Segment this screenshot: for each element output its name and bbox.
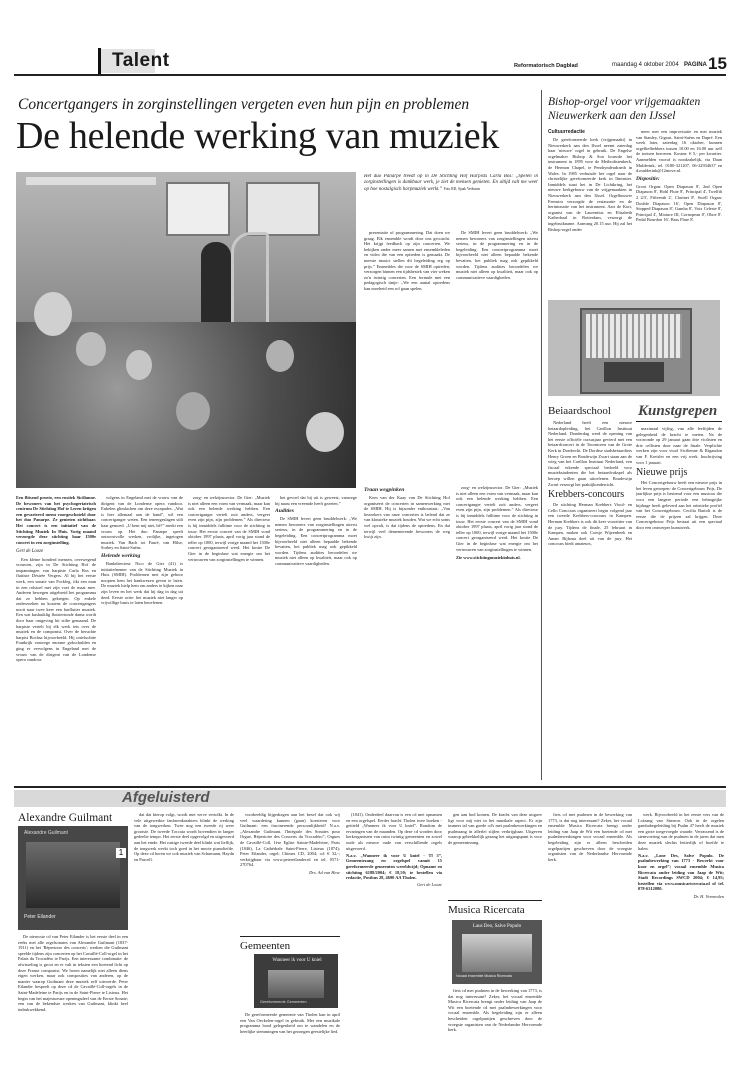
audience-head [76,332,106,366]
review6-signature: Dr. H. Vermeulen [693,893,724,899]
sidebar-col2-text: meer met een improvisatie en met muziek van Stanley, Gigout, Saint-Saëns en Dupré. Een week later, zaterdag 16 oktober, kunnen orgelliefhebbers tussen 10.00 en 16.00 uur zelf de toetsen beroeren. Kosten: € 5,- per kwartier. Aanmelden vooraf is noodzakelijk, via Daan Mulderink, tel. 0180-321207, 06-22934637 en d.mulderink@12move.nl. [636,129,722,174]
beiaardschool-text: Nederland heeft een nieuwe beiaardopleiding, het Carillon Instituut Nederland. Donderdag werd de opening van het eerste officiële cursusjaar gevierd met een beiaardconcert in de Toorntoren van de Grote Kerk in Dordrecht. De Dordtse stadsbeiaardiers Henry Groen en Boudewijn Zwart staan aan de wieg van het Carillon Instituut Nederland, een fiscaal erkende speciaal bedoeld voor muziekstudenten die het beiaardvakspel als beroep willen gaan uitoefenen. Boudewijn Zwart verzorgt het praktijkonderricht. [548,420,632,487]
col3-text: zorg- en welzijnssector. De Gier: „Muziek is niet alleen een vorm van vermaak, maar kan ook een helende werking hebben. Een concertganger vertelt ooit anders, vergeet even zijn pijn, zijn problemen.” Als directeur is hij inmiddels fulltime voor de stichting in touw. Het eerste concert van de SMIH vond oktober 1997 plaats, april vorig jaar stond de teller op 1000, terwijl vorige maand het 1500e concert georganiseerd werd. Het kostte De Gier in de beginfase wat energie om het vertrouwen van zorginstellingen te winnen. [188,495,270,562]
cd-cover-guilmant [18,826,128,930]
photo-credit: Foto RD, Sjaak Verboom [443,187,480,191]
organ-photo [548,300,720,396]
col2-text: volgens in Engeland met de vrouw van de dirigent van de Londense opera vandoor. Enkelen glimlachen om deze escapades. „Wat is hier allemaal aan de hand”, wil een concertganger weten. Een teneergeslagen stilt haar gemoed. „U kent mij niet, hè?” merkt een vrouw op. Het duo Panarpe speelt ontroostvolle werken, vrolijke, ingetogen muziek. Van Bach tot Fauré, van Hilse, Sorbey en Saint-Saëns. [101,495,183,551]
photo-window [166,182,230,236]
review2-rule [240,936,340,937]
article-column-7 [364,485,450,785]
review6-note: N.a.v. „Lone Des, Salve Populo. De psalmbewerking van 1773 - Bewerkt voor koor en orgel”; vocaal ensemble Musica Ricercata onder leiding van Jaap de Wit; Stadt Recordings SWCD 2004; € 14,95; bestellen via www.musicaricercata.nl of tel. 078-6312080. [638,852,724,892]
header-rule [14,74,726,76]
col4-text: het gevoel dat hij uit is geweest, vanwege hij naast een vreemde heeft gezeten.” [275,495,357,506]
cd1-window [26,842,120,908]
review3-column [346,812,442,1064]
disposition-text: Groot Organ: Open Diapason 8', 2nd Open Diapason 8', Hohl Flute 8', Principal 4', Twelfth 2 2/3', Fifteenth 2', Clarinet 8'. Swell Organ: Double Diapason 16', Open Diapason 8', Stopped Diapason 8', Gamba 8', Voix Celeste 8', Principal 4', Mixture III, Cornopean 8', Oboe 8'. Pedal Bourdon 16', Bass Flute 8'. [636,183,722,223]
review2-title: Gemeenten [240,940,291,952]
krebbers-text: De stichting Herman Krebbers Viool- en Cello Concours organiseert begin volgend jaar een tweede Krebbers-concours in Kampen. Herman Krebbers is ook dit keer voorzitter van de jury. Tijdens de finale, 25 februari in Kampen, maken ook Coosje Wijzenbeek en Anner Bijlsma deel uit van de jury. Het concours biedt amateurs, [548,502,632,547]
beiaardschool-column [548,420,632,780]
cd-cover-gemeenten [254,954,338,1008]
cd3-sub: Vocaal ensemble Musica Ricercata [456,974,512,978]
cd2-sub: Gereformeerde Gemeenten [260,1000,307,1004]
col5-text: presentatie of programmering. Dat doen we graag. Elk ensemble wordt door ons gecoacht. Het krijgt feedback op zijn concerten. We bekijken onder meer samen met ensembleleden en video die van een optreden is gemaakt. De meeste musici stellen dit begeleiding erg op prijs.” Ensembles die voor de SMIH optreden, verzorgen binnen een tijdsbestek van vier weken zo'n twintig concerten. Een formule met een pedagogisch tintje: „We een aantal optredens kan moeheid een rol gaan spelen. [364,230,450,291]
kicker: Concertgangers in zorginstellingen vergeten even hun pijn en problemen [18,96,470,113]
section-header [14,44,726,74]
audience-head [176,392,210,430]
col4-text2: De SMIH levert geen bruddelwerk: „We nemen bewoners van zorginstellingen uiterst serieus, in de programmering en in de begeleiding. Een concertprogramma moet bijvoorbeeld niet alleen bepaalde bekende bevatten, het publiek mag ook gepikkeld worden. Tijdens audities beoordelen we muziek niet alleen op kwaliteit, maar ook op communicatieve vaardigheden. [275,516,357,566]
afgeluisterd-top-rule [14,786,726,788]
organ-pipes [586,314,682,358]
review2-text: De gereformeerde gemeente van Tholen kan in april een Van Oeckelen-orgel in gebruik. Met een muzikale programma bood gelegenheid om te wandelen en de heerlijke stemmingen van het gezongen geestelijke lied. [240,1012,340,1034]
beiaardschool-title: Beiaardschool [548,405,611,417]
article-column-3 [188,495,270,785]
kunstgrepen-rule [636,421,722,422]
kunstgrepen-column [636,426,722,780]
nieuwe-prijs-text: Het Concertgebouw heeft een nieuwe prijs in het leven geroepen: de Concertgebouw Prijs. De jaarlijkse prijs is bestemd voor een musicus die voor een langere periode een belangrijke bijdrage heeft geleverd aan het artistieke profiel van het Concertgebouw. Cecilia Bartoli is de eerste die de prijzen zal krijgen. Deze Concertgebouw Prijs bestaat uit een speciaal door een ontwerper kunstwerk. [636,480,722,530]
review1-column-1 [18,934,128,1064]
sidebar-title-1: Bishop-orgel voor vrijgemaakten [548,96,701,108]
audience-head [266,340,294,372]
article-column-4 [275,495,357,785]
review1-signature: Drs. Ad van Hese [309,869,340,875]
date: maandag 4 oktober 2004 [612,62,679,68]
sidebar-column-2 [636,129,722,299]
cd-cover-musica [452,920,542,984]
col6-text: zorg- en welzijnssector. De Gier: „Muziek is niet alleen een vorm van vermaak, maar kan ook een helende werking hebben. Een concertganger vertelt ooit anders, vergeet even zijn pijn, zijn problemen.” Als directeur is hij inmiddels fulltime voor de stichting in touw. Het eerste concert van de SMIH vond oktober 1997 plaats, april vorig jaar stond de teller op 1000, terwijl vorige maand het 1500e concert georganiseerd werd. Het kostte De Gier in de beginfase wat energie om het vertrouwen van zorginstellingen te winnen. [456,485,538,552]
review1-column-3 [240,812,340,932]
section-title: Talent [112,50,170,71]
byline: Gert de Looze [16,549,44,555]
review1-title: Alexandre Guilmant [18,812,113,824]
col2-subhead: Helende werking [101,552,141,559]
cd3-title: Laus Deo, Salve Populo [472,924,522,929]
krebbers-subhead: Krebbers-concours [548,489,625,501]
photo-ceiling-light [26,177,156,185]
disposition-title: Dispositie: [636,175,660,182]
review1-text3: voorbeeldig bijgedragen aan het besef dat ook wij veel waardering kunnen (gaan) koesteren voor Guilmant: een fascinerende persoonlijkheid! N.a.v. „Alexandre Guilmant. l'Intégrale des Sonates pour Orgue, Répertoire des Concerts du Trocadéro”; Orgues de Cavaillé-Coll, 1ère Eglise Sainte-Madeleine, Paris (1846), La Cathédrale Saint-Pierre, Lisieux (1874); Peter Eilander, orgel; Chimes CD, 2004; cd: € 32,-; verkrijgbaar via www.petereilander.nl en tel. 0571-270764. [240,812,340,868]
review1-text: De nieuwste cd van Peter Eilander is het eerste deel in een reeks met alle orgelsonates van Alexandre Guilmant (1837-1911) en het 'Répertoire des concerts'; werken die Guilmant speelde tijdens zijn concerten op het Cavaillé-Coll-orgel in het Palais du Trocadéro te Parijs. Een interessante combinatie: de afwisseling is groot en er valt in teksten een boeiend licht op deze Franse componist. We horen namelijk niet alleen diens eigen werken, maar ook composities van anderen, op de manier waarop Guilmant deze muziek zelf uitvoerde. Peter Eilander bespeelt op deze cd de Cavaillé-Coll-orgels in de Saint-Madeleine te Parijs en in de Saint-Pierre te Lisieux. Het begin van het majestueuze openingsdeel van de Eerste Sonate; een van de bekendste werken van Guilmant, klinkt heel indrukwekkend. [18,934,128,1012]
col2-text2: Bankdirecteur Nico de Gier (41) is initiatiefnemer van de Stichting Muziek in Huis (SMIH). Problemen met zijn gehoor noopten hem het bankwezen geven te laten. De muziek hielp hem om anders te kijken naar zijn leven en het werk dat hij dag in dag uit deed. Eerste actie: het muziek niet langer op vrijwillige basis te laten beoefenen. [101,560,183,606]
website-link[interactable]: Zie www.stichtingmuziekinhuis.nl. [456,555,521,561]
cd2-title: Wanneer ik voor U kniel [272,958,322,963]
review5-column [548,812,632,1064]
masthead: Reformatorisch Dagblad [514,63,578,69]
photo-window [246,182,320,236]
review1-text2: dat dat hierop volgt, wordt met verve vertolkt. In de vele uitgewerkte fanfarenkarakters klinkt de werking van de tongwerken. Twee nog een tweede rij weer grootste. De tweede Toccata wordt bovendien in langer gedeelte tempo. Het eerste deel opgevolgd en uitgevoerd aan het einde. Het rustige tweede deel klinkt wat lieflijk, de tongwerk werkt toch goed in het mooie pianoliefde. Op deze cd horen we ook muziek van Schumann, Haydn en Purcell. [134,812,234,862]
talent-bar [98,48,101,74]
article-column-2 [101,495,183,785]
page-number: 15 [708,54,727,73]
review4-column-top [448,812,542,898]
page-label: PAGINA [684,62,707,68]
kunstgrepen-title: Kunstgrepen [638,403,718,419]
cd2-image [268,970,324,998]
concert-photo [16,172,356,488]
cd1-top-text: Alexandre Guilmant [24,830,68,836]
sidebar-column-1 [548,137,632,297]
review6-text: werk. Bijvoorbeeld in het eerste vers van de Lofzang van Simeon. Ook in de orgelen gambabegeleiding bij Psalm 47 heeft de muziek een grote toegevoegde waarde. Verrassend is de stemvoering van de psalmen in de jaren dat men deze muziek slechts lettterlijk of hoefde te halen. [638,812,724,851]
cd1-label: Peter Eilander [24,914,56,920]
photo-caption [364,174,538,224]
article-column-6 [456,230,538,480]
lead-caption: Een flitsend proeto, een rustiek Sicilianne. De bewoners van het psychogeriatrisch centrum De Stichting Hof te Leren kriigen een gevarieerd menu voorgeschoteld door het duo Panarpe. Ze genieten zichtbaar. Het concert is een initiatief van de Stichting Muziek In Huis. Vorig maand verzorgde deze stichting haar 1500e concert in een zorginstelling. [16,495,96,545]
audience-head [34,292,72,336]
kunstgrepen-text: maximaal vijftig, van alle leeftijden de gelegenheid de kracht te meten. Na de voorronde op 29 januari gaan drie violisten en drie cellisten door naar de finale. Verplichte werken zijn voor viool Sicilienne & Rigaudon van F. Kreisler en een vrij werk. Inschrijving voor 1 januari. [636,426,722,465]
afgeluisterd-banner [14,790,726,807]
review4-rule [448,900,542,901]
article-column-1 [16,495,96,785]
review6-column [638,812,724,1064]
review3-note: N.a.v. „Wanneer ik voor U kniel - Tl 3”, Gemeentezang en orgelspel vanuit 15 gereformeerde gemeenten wereldwijd; Opname en stichting 6188/2004; € 18,50; te bestellen via redactie, Postbus 28, 4690 AA Tholen. [346,852,442,881]
review4-text-cont: fiets cd met psalmen in de bewerking van 1773, is dat nog interessant? Zeker, het vocaal ensemble Musica Ricercata brengt onder leiding van Jaap de Wit een boeiende cd met psalmbewerkingen voor vocaal ensemble. Als begeleiding zijn er alleen bescheiden orgelpartijen geschreven door de vroegste organisten van de Nederlandse Hervormde kerk. [448,988,542,1033]
col5-subhead: Traan wegpinken [364,487,405,493]
article-column-5 [364,230,450,480]
photo-caption-text: Het duo Panarpe treedt op in De Stichting Hof Harpists Carla Bos: „Spelen in zorginstellingen is dankbaar werk, je ziet de mensen genieten. En altijd valt me weer op hoe nostalgisch harpmuziek werkt.” [364,174,538,192]
review3-text: (1841). Onderdeel daarvan is een cd met opnamen en een orgelspel. Eerder bracht Tholen twee boeken - getiteld „Wanneer ik voor U kniel”. Rondom de ervaringen van de maanden. Op deze cd worden door kerkorganisten van ruim twintig gemeenten en zowel oude als nieuwe oude van verschillende orgels uitgevoerd. [346,812,442,851]
review2-column [240,1012,340,1064]
audience-head [306,412,344,452]
cd3-image [462,934,532,972]
col4-subhead: Audities [275,508,294,515]
col5-text2: Kees van der Kaay van De Stichting Hof organiseert de concerten in samenwerking met de SMIH. Hij is bijzonder enthousiast: „Van bezoekers van onze concerten is belend dat ze van klassieke muziek houden. Wat we echt soms wel opvalt, is dat tijdens de optredens. En dat terwijl veel dementerende bewoners de weg kwijt zijn. [364,495,450,540]
audience-head [126,350,152,380]
review4-column-bottom [448,988,542,1064]
sidebar-divider [541,90,542,780]
afgeluisterd-title: Afgeluisterd [122,789,210,806]
cd1-badge: 1 [116,848,126,858]
review5-text: fiets cd met psalmen in de bewerking van 1773, is dat nog interessant? Zeker, het vocaal ensemble Musica Ricercata brengt onder leiding van Jaap de Wit een boeiende cd met psalmbewerkingen voor vocaal ensemble. Als begeleiding zijn er alleen bescheiden orgelpartijen geschreven door de vroegste organisten van de Nederlandse Hervormde kerk. [548,812,632,862]
article-column-8 [456,485,538,785]
review4-text: gen aan bod komen. De kracht van deze uitgave ligt voor mij niet in het muzikale aspect. Er zijn immers tal van goede cd's met psalmbewerkingen en psalmzang in allerlei stijlen verkrijgbaar. Uitgeven waarop gebrekkelijk gezang het uitgangspunt is voor de gemeentezang. [448,812,542,845]
sidebar-title-2: Nieuwerkerk aan den IJssel [548,110,676,122]
review3-signature: Gert de Looze [417,882,442,888]
col1-text: Een kleine honderd mensen, overwegend vrouwen, zijn in De Stichting Hof de inspanningen van harpiste Carla Bos en fluitiste Désirée Vergers. Al bij het eerste werk, een sonate van Fockleg, tikt een man in een rolstoel met zijn voet de maat mee. Anderen bewegen uitgebreid het programma dat ze hebben gekregen. Op enkele onderzoeken na kostens de concertgangers nooit naar twee keer een harfluiter muziek. Een wat kushuiklig fluistertonde dama wordt door haar omgeving bit stilte gemaand. De harpiste vertelt bij elk werk iets over de muziek en de componist. Over de beruchte harpist Bochsa bijvoorbeeld. Hij ontvluchtte Frankrijk vanwege enorme gokschulden en ging er vervolgens in Engeland met de vrouw van de dirigent van de Londense opera vandoor. [16,556,96,663]
nieuwe-prijs-subhead: Nieuwe prijs [636,467,688,479]
review1-column-2 [134,812,234,1064]
review4-title: Musica Ricercata [448,904,525,916]
organ-console [604,362,664,382]
col5-text-cont: De SMIH levert geen bruddelwerk: „We nemen bewoners van zorginstellingen uiterst serieus, in de programmering en in de begeleiding. Een concertprogramma moet bijvoorbeeld niet alleen bepaalde bekende bevatten, het publiek mag ook gepikkeld worden. Tijdens audities beoordelen we muziek niet alleen op kwaliteit, maar ook op communicatieve vaardigheden. [456,230,538,280]
headline: De helende werking van muziek [16,115,499,157]
sidebar-col1-text: De gereformeerde kerk (vrijgemaakt) in Nieuwerkerk aan den IJssel neemt zaterdag haar 'nieuwe' orgel in gebruik. De Engelse orgelmaker Bishop & Son bouwde het instrument in 1895 voor de Methodistenkerk, de Hermon Chapel, te Penrhyndeudraeth in Wales. In 1985 verhuisde het orgel naar de christelijke gereformeerde kerk in Ilminster. Inmiddels staat het in De Lichtkring, het nieuwe kerkgebouw van de vrijgemaakten in Nieuwerkerk aan den IJssel. Orgelbouwer Feenstra verzorgde de restauratie en de herintonatie van het instrument. Aart de Kort, organist van de Laurentius en Elisabeth Kathedraal in Rotterdam, verzorgt de ingebruikname. Aanvang 20.15 uur. Hij zal het Bishop-orgel onder [548,137,632,232]
sidebar-category: Cultuurredactie [548,129,585,135]
